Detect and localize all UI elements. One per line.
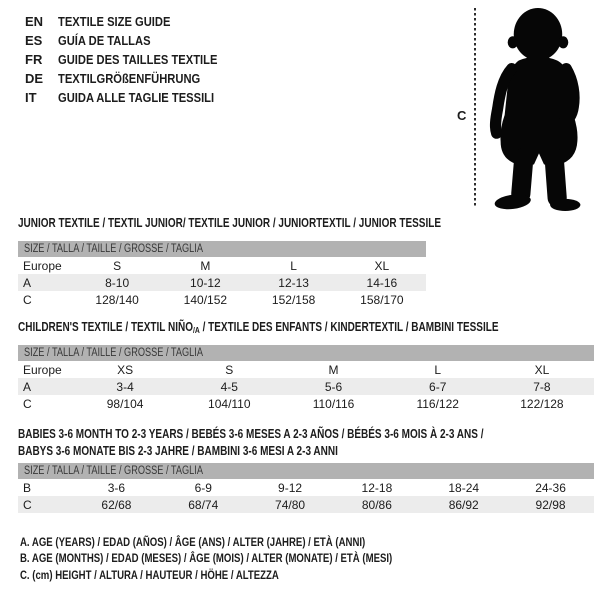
age-cell: 18-24	[448, 480, 480, 495]
height-cell: 86/92	[448, 497, 479, 512]
language-header	[25, 12, 243, 107]
age-cell: 4-5	[220, 379, 238, 394]
height-cell: 110/116	[312, 396, 355, 411]
height-cell: 80/86	[361, 497, 392, 512]
subscript-a: /A	[192, 325, 200, 335]
size-header-label: SIZE / TALLA / TAILLE / GRÖSSE / TAGLIA	[24, 243, 203, 255]
language-row	[25, 50, 243, 69]
row-label: B	[23, 480, 32, 495]
height-cell: 152/158	[271, 292, 316, 307]
height-measure-label: C	[457, 108, 467, 123]
age-cell: 12-18	[361, 480, 393, 495]
age-cell: 3-6	[107, 480, 126, 495]
table-row-height	[18, 291, 426, 308]
age-cell: 3-4	[116, 379, 134, 394]
row-label: C	[23, 396, 32, 411]
height-cell: 92/98	[535, 497, 566, 512]
children-table-title	[18, 319, 600, 339]
size-cell: M	[200, 258, 211, 273]
footnote-height-cm: C. (cm) HEIGHT / ALTURA / HAUTEUR / HÖHE / ALTEZZA	[20, 567, 279, 582]
toddler-silhouette-icon	[484, 6, 596, 212]
age-cell: 9-12	[278, 480, 303, 495]
size-cell: XL	[534, 362, 550, 377]
age-cell: 6-9	[194, 480, 212, 495]
table-row-europe	[18, 361, 594, 378]
table-row-europe	[18, 257, 426, 274]
height-cell: 98/104	[106, 396, 144, 411]
age-cell: 14-16	[366, 275, 398, 290]
children-size-table	[18, 345, 594, 412]
age-cell: 12-13	[278, 275, 309, 290]
footnote-age-months: B. AGE (MONTHS) / EDAD (MESES) / ÂGE (MOIS) / ALTER (MONATE) / ETÀ (MESI)	[20, 551, 393, 566]
height-cell: 122/128	[520, 396, 564, 411]
language-row	[25, 12, 243, 31]
size-cell: XL	[374, 258, 390, 273]
size-cell: M	[328, 362, 339, 377]
language-code: IT	[25, 90, 37, 105]
footnote-age-years: A. AGE (YEARS) / EDAD (AÑOS) / ÂGE (ANS) / ALTER (JAHRE) / ETÀ (ANNI)	[20, 535, 366, 549]
language-label: TEXTILE SIZE GUIDE	[58, 14, 171, 29]
height-cell: 140/152	[183, 292, 228, 307]
height-measure-line	[474, 8, 476, 208]
age-cell: 5-6	[324, 379, 343, 394]
height-cell: 116/122	[416, 396, 459, 411]
age-cell: 8-10	[105, 275, 130, 290]
language-label: TEXTILGRÖßENFÜHRUNG	[58, 71, 201, 86]
babies-table-title-line1: BABIES 3-6 MONTH TO 2-3 YEARS / BEBÉS 3-6 MESES A 2-3 AÑOS / BÉBÉS 3-6 MOIS À 2-3 ANS /	[18, 427, 484, 441]
age-cell: 10-12	[190, 275, 221, 290]
size-cell: S	[225, 362, 234, 377]
table-row-age-months	[18, 479, 594, 496]
size-cell: L	[434, 362, 442, 377]
size-header-bar	[18, 241, 426, 257]
row-label: Europe	[23, 362, 62, 377]
children-table-title-text: CHILDREN'S TEXTILE / TEXTIL NIÑO/A / TEXTILE DES ENFANTS / KINDERTEXTIL / BAMBINI TESSILE	[18, 320, 499, 335]
language-label: GUIDA ALLE TAGLIE TESSILI	[58, 90, 215, 105]
size-header-label: SIZE / TALLA / TAILLE / GRÖSSE / TAGLIA	[24, 347, 203, 359]
junior-table-title	[18, 215, 547, 232]
legend-footnotes	[20, 535, 485, 584]
size-cell: S	[113, 258, 122, 273]
language-row	[25, 69, 243, 88]
babies-table-title	[18, 426, 600, 460]
age-cell: 7-8	[533, 379, 551, 394]
babies-table-title-line2: BABYS 3-6 MONATE BIS 2-3 JAHRE / BAMBINI 3-6 MESI A 2-3 ANNI	[18, 444, 338, 458]
row-label: Europe	[23, 258, 62, 273]
language-code: FR	[25, 52, 43, 67]
size-header-label: SIZE / TALLA / TAILLE / GRÖSSE / TAGLIA	[24, 465, 203, 477]
language-label: GUÍA DE TALLAS	[58, 33, 151, 48]
height-cell: 62/68	[101, 497, 132, 512]
row-label: A	[23, 275, 32, 290]
size-header-bar	[18, 463, 594, 479]
height-cell: 128/140	[95, 292, 139, 307]
size-header-bar	[18, 345, 594, 361]
language-code: ES	[25, 33, 43, 48]
size-cell: XS	[117, 362, 134, 377]
height-cell: 158/170	[360, 292, 404, 307]
language-code: EN	[25, 14, 44, 29]
row-label: A	[23, 379, 32, 394]
table-row-age	[18, 274, 426, 291]
language-row	[25, 88, 243, 107]
height-cell: 74/80	[275, 497, 306, 512]
table-row-height	[18, 496, 594, 513]
table-row-age	[18, 378, 594, 395]
row-label: C	[23, 497, 32, 512]
height-cell: 104/110	[208, 396, 251, 411]
age-cell: 24-36	[535, 480, 566, 495]
language-label: GUIDE DES TAILLES TEXTILE	[58, 52, 218, 67]
table-row-height	[18, 395, 594, 412]
size-cell: L	[290, 258, 297, 273]
babies-size-table	[18, 463, 594, 513]
age-cell: 6-7	[429, 379, 447, 394]
junior-table-title-text: JUNIOR TEXTILE / TEXTIL JUNIOR/ TEXTILE JUNIOR / JUNIORTEXTIL / JUNIOR TESSILE	[18, 216, 442, 230]
height-cell: 68/74	[188, 497, 219, 512]
row-label: C	[23, 292, 32, 307]
language-row	[25, 31, 243, 50]
junior-size-table	[18, 241, 426, 308]
language-code: DE	[25, 71, 44, 86]
